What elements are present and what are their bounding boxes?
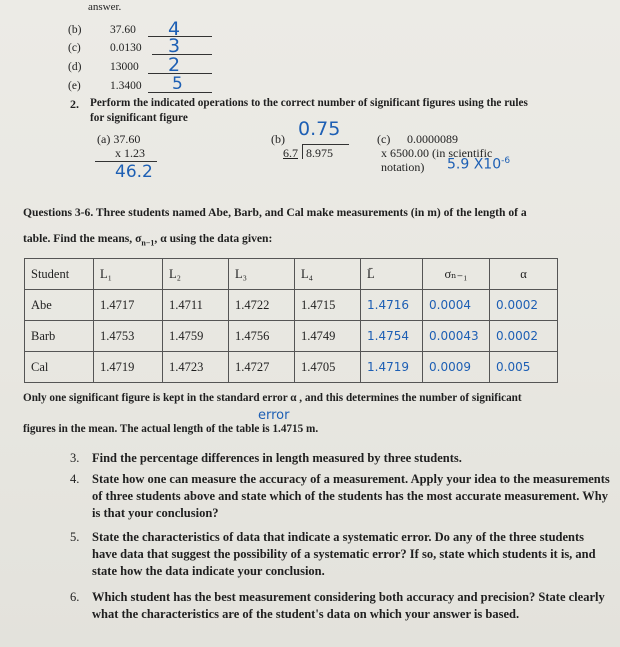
q2b-divisor: 6.7	[283, 146, 298, 160]
q2a-op: x 1.23	[115, 146, 145, 160]
q1-answer: 2	[168, 54, 181, 76]
header-l4: L₄	[295, 259, 361, 290]
note-line2: figures in the mean. The actual length of the table is 1.4715 m.	[23, 423, 319, 435]
table-row	[25, 321, 558, 352]
q5-text: State the characteristics of data that indicate a systematic error. Do any of the three students have data that suggest the possibility of a systematic error? If so, state which students it is, and state how the data indicate your conclusion.	[92, 530, 596, 578]
measurement-cell: 1.4723	[163, 352, 229, 383]
q2-number: 2.	[70, 97, 79, 111]
student-name: Cal	[25, 352, 94, 383]
alpha-cell: 0.0002	[490, 290, 558, 321]
sigma-cell: 0.00043	[423, 321, 490, 352]
measurement-cell: 1.4756	[229, 321, 295, 352]
q2c-answer-exponent: -6	[501, 156, 511, 166]
q5-number: 5.	[70, 530, 80, 544]
sigma-cell: 0.0009	[423, 352, 490, 383]
measurement-cell: 1.4727	[229, 352, 295, 383]
q2b-answer: 0.75	[298, 118, 341, 140]
alpha-cell: 0.005	[490, 352, 558, 383]
q2c-answer	[447, 156, 510, 173]
q2c-answer-mantissa: 5.9 X10	[447, 156, 502, 173]
q2c-value: 0.0000089	[407, 132, 458, 146]
q1-letter: (b)	[68, 24, 82, 36]
student-name: Abe	[25, 290, 94, 321]
measurement-cell: 1.4717	[94, 290, 163, 321]
top-fragment: answer.	[88, 1, 122, 13]
q2b-dividend: 8.975	[306, 146, 333, 160]
q1-blank	[152, 54, 212, 55]
student-name: Barb	[25, 321, 94, 352]
measurement-table	[24, 258, 558, 383]
intro-sigma-subscript: n−1	[141, 238, 155, 248]
q1-item	[68, 35, 181, 57]
q2-text-line2: for significant figure	[90, 112, 188, 124]
q1-item	[68, 54, 181, 76]
q4-text: State how one can measure the accuracy of a measurement. Apply your idea to the measurements of three students above and state which of the students has the most accurate measurement. Why is that your conclusion?	[92, 472, 610, 520]
table-header-row	[25, 259, 558, 290]
q1-letter: (e)	[68, 80, 81, 92]
q1-answer: 3	[168, 35, 181, 57]
q4-number: 4.	[70, 472, 80, 486]
q2a-label: (a) 37.60	[97, 132, 141, 146]
q2c-op: x 6500.00 (in scientific	[381, 146, 493, 160]
q2a-answer: 46.2	[115, 162, 153, 182]
q1-item	[68, 74, 183, 94]
header-student: Student	[25, 259, 94, 290]
q3-number: 3.	[70, 451, 80, 465]
measurement-cell: 1.4753	[94, 321, 163, 352]
measurement-cell: 1.4759	[163, 321, 229, 352]
q1-value: 1.3400	[110, 80, 142, 92]
q3-text: Find the percentage differences in length measured by three students.	[92, 451, 462, 465]
q1-answer: 5	[172, 74, 183, 94]
q1-item	[68, 18, 181, 40]
measurement-cell: 1.4711	[163, 290, 229, 321]
q2b-label: (b)	[271, 132, 285, 146]
table-row	[25, 290, 558, 321]
questions-intro-line1: Questions 3-6. Three students named Abe, Barb, and Cal make measurements (in m) of the length of a	[23, 206, 527, 219]
measurement-cell: 1.4749	[295, 321, 361, 352]
alpha-cell: 0.0002	[490, 321, 558, 352]
q6-text: Which student has the best measurement considering both accuracy and precision? State clearly what the characteristics are of the student's data on which your answer is based.	[92, 590, 605, 621]
measurement-cell: 1.4719	[94, 352, 163, 383]
error-annotation: error	[258, 408, 290, 423]
header-l1: L₁	[94, 259, 163, 290]
header-sigma: σₙ₋₁	[423, 259, 490, 290]
q1-value: 0.0130	[110, 42, 142, 54]
q1-value: 37.60	[110, 24, 136, 36]
questions-intro-line2	[23, 232, 272, 247]
measurement-cell: 1.4715	[295, 290, 361, 321]
intro-means-text: table. Find the means, σ	[23, 232, 142, 245]
header-l3: L₃	[229, 259, 295, 290]
q2-text-line1: Perform the indicated operations to the correct number of significant figures using the rules	[90, 97, 528, 109]
mean-cell: 1.4754	[361, 321, 423, 352]
measurement-cell: 1.4722	[229, 290, 295, 321]
q6-number: 6.	[70, 590, 80, 604]
mean-cell: 1.4719	[361, 352, 423, 383]
header-mean: L̄	[361, 259, 423, 290]
q2c-label: (c)	[377, 132, 391, 146]
header-alpha: α	[490, 259, 558, 290]
q2c-note: notation)	[381, 160, 425, 174]
sigma-cell: 0.0004	[423, 290, 490, 321]
header-l2: L₂	[163, 259, 229, 290]
intro-alpha-text: , α using the data given:	[154, 232, 273, 245]
q1-letter: (d)	[68, 61, 82, 73]
q1-value: 13000	[110, 61, 139, 73]
table-row	[25, 352, 558, 383]
measurement-cell: 1.4705	[295, 352, 361, 383]
q1-answer: 4	[168, 18, 181, 40]
note-line1: Only one significant figure is kept in the standard error α , and this determines the number of significant	[23, 392, 522, 404]
mean-cell: 1.4716	[361, 290, 423, 321]
q1-letter: (c)	[68, 42, 81, 54]
